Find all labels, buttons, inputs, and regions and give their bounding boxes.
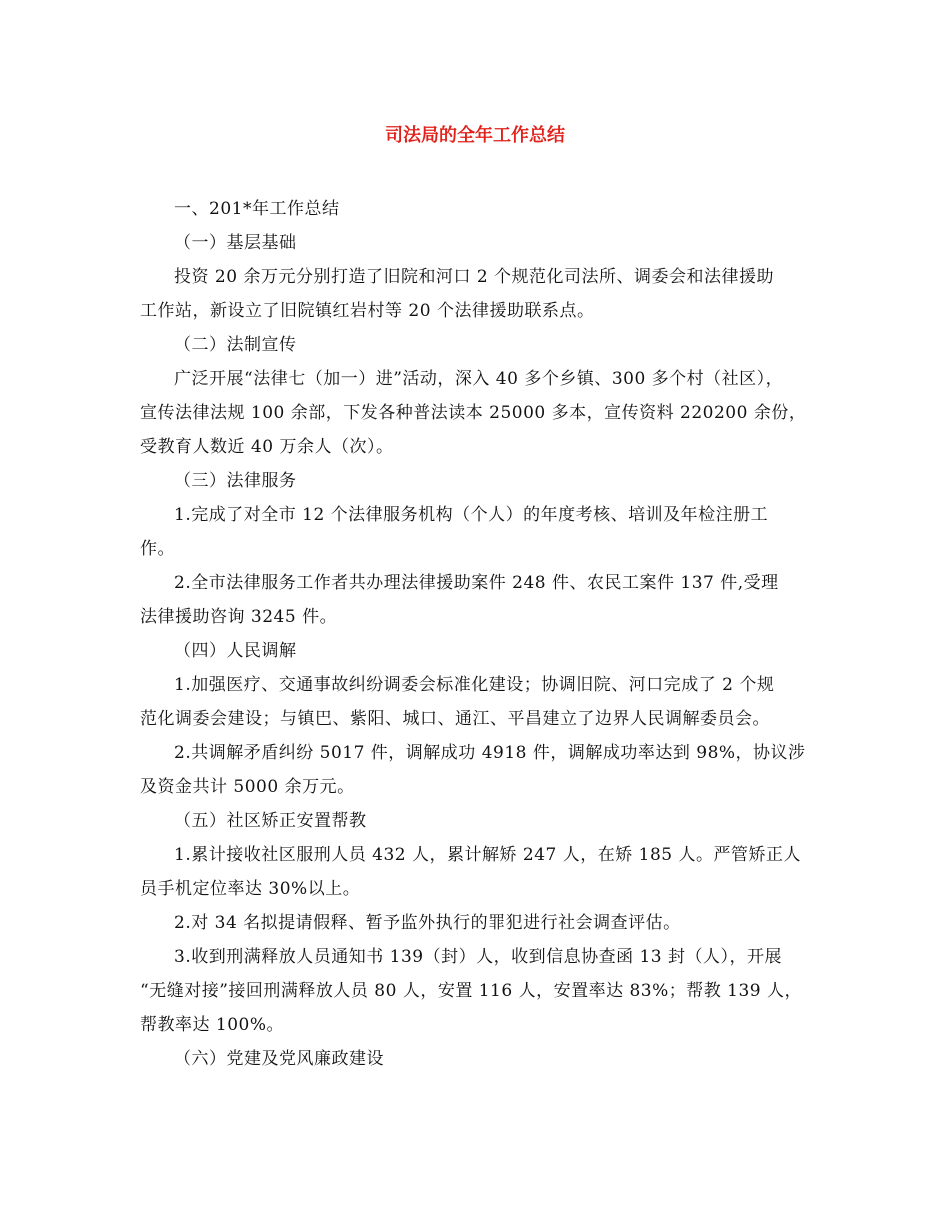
text-line: 法律援助咨询 3245 件。	[140, 607, 338, 627]
text-line: 1.完成了对全市 12 个法律服务机构（个人）的年度考核、培训及年检注册工	[174, 505, 769, 525]
text-line: 范化调委会建设；与镇巴、紫阳、城口、通江、平昌建立了边界人民调解委员会。	[140, 709, 770, 729]
text-line: （五）社区矫正安置帮教	[174, 811, 367, 831]
text-line: “无缝对接”接回刑满释放人员 80 人，安置 116 人，安置率达 83%；帮教 139 人，	[140, 981, 803, 1001]
text-line: 作。	[140, 539, 175, 559]
text-line: 1.累计接收社区服刑人员 432 人，累计解矫 247 人，在矫 185 人。严管矫正人	[174, 845, 801, 865]
text-line: （一）基层基础	[174, 233, 297, 253]
text-line: 员手机定位率达 30%以上。	[140, 879, 361, 899]
text-line: 3.收到刑满释放人员通知书 139（封）人，收到信息协查函 13 封（人），开展	[174, 947, 783, 967]
text-line: 帮教率达 100%。	[140, 1015, 285, 1035]
document-title: 司法局的全年工作总结	[385, 125, 565, 146]
text-line: 2.对 34 名拟提请假释、暂予监外执行的罪犯进行社会调查评估。	[174, 913, 681, 933]
text-line: （六）党建及党风廉政建设	[174, 1049, 384, 1069]
text-line: 宣传法律法规 100 余部，下发各种普法读本 25000 多本，宣传资料 220200 余份，	[140, 403, 807, 423]
text-line: 工作站，新设立了旧院镇红岩村等 20 个法律援助联系点。	[140, 301, 595, 321]
text-line: （三）法律服务	[174, 471, 297, 491]
document-body	[140, 192, 815, 1076]
text-line: 1.加强医疗、交通事故纠纷调委会标准化建设；协调旧院、河口完成了 2 个规	[174, 675, 775, 695]
text-line: 投资 20 余万元分别打造了旧院和河口 2 个规范化司法所、调委会和法律援助	[174, 267, 775, 287]
text-line: 一、201*年工作总结	[174, 199, 340, 219]
text-line: 受教育人数近 40 万余人（次）。	[140, 437, 394, 457]
text-line: （四）人民调解	[174, 641, 297, 661]
text-line: 2.全市法律服务工作者共办理法律援助案件 248 件、农民工案件 137 件,受理	[174, 573, 779, 593]
text-line: 及资金共计 5000 余万元。	[140, 777, 355, 797]
text-line: 2.共调解矛盾纠纷 5017 件，调解成功 4918 件，调解成功率达到 98%，协议涉	[174, 743, 806, 763]
text-line: （二）法制宣传	[174, 335, 297, 355]
text-line: 广泛开展“法律七（加一）进”活动，深入 40 多个乡镇、300 多个村（社区），	[174, 369, 784, 389]
